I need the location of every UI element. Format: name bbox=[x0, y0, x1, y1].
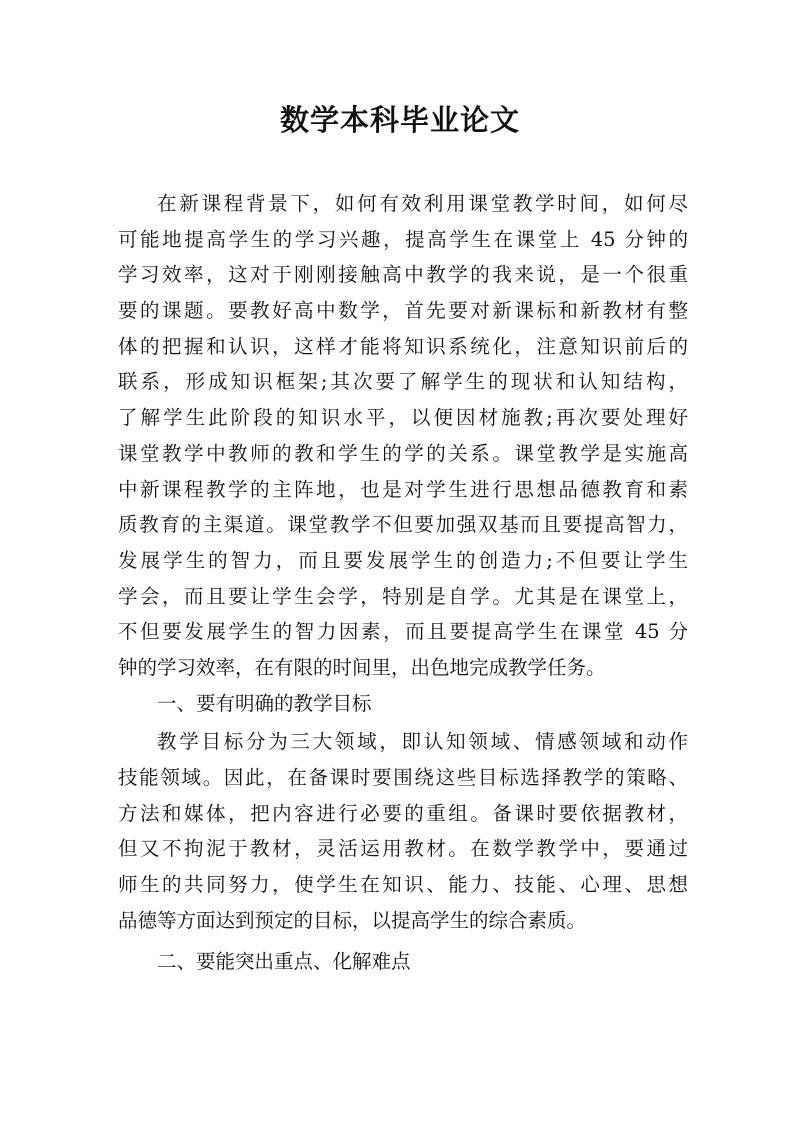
paragraph-line: 体的把握和认识，这样才能将知识系统化，注意知识前后的 bbox=[118, 334, 688, 358]
paragraph-line: 不但要发展学生的智力因素，而且要提高学生在课堂 45 分 bbox=[118, 620, 688, 644]
section-heading-1: 一、要有明确的教学目标 bbox=[157, 691, 372, 715]
paragraph-line: 课堂教学中教师的教和学生的学的关系。课堂教学是实施高 bbox=[118, 441, 688, 465]
paragraph-line: 学会，而且要让学生会学，特别是自学。尤其是在课堂上， bbox=[118, 584, 688, 608]
paragraph-intro bbox=[118, 186, 688, 686]
document-title: 数学本科毕业论文 bbox=[279, 103, 520, 137]
paragraph-line: 发展学生的智力，而且要发展学生的创造力;不但要让学生 bbox=[118, 548, 688, 572]
paragraph-line: 师生的共同努力，使学生在知识、能力、技能、心理、思想 bbox=[118, 873, 688, 897]
paragraph-line: 了解学生此阶段的知识水平，以便因材施教;再次要处理好 bbox=[118, 406, 688, 430]
section-heading-2: 二、要能突出重点、化解难点 bbox=[157, 950, 411, 974]
paragraph-line: 品德等方面达到预定的目标，以提高学生的综合素质。 bbox=[118, 908, 587, 932]
paragraph-line: 质教育的主渠道。课堂教学不但要加强双基而且要提高智力， bbox=[118, 513, 688, 537]
paragraph-line: 中新课程教学的主阵地，也是对学生进行思想品德教育和素 bbox=[118, 477, 688, 501]
paragraph-line: 技能领域。因此，在备课时要围绕这些目标选择教学的策略、 bbox=[118, 766, 688, 789]
paragraph-line: 可能地提高学生的学习兴趣，提高学生在课堂上 45 分钟的 bbox=[118, 227, 688, 251]
paragraph-line: 学习效率，这对于刚刚接触高中教学的我来说，是一个很重 bbox=[118, 263, 688, 287]
paragraph-objectives bbox=[118, 724, 688, 938]
paragraph-line: 联系，形成知识框架;其次要了解学生的现状和认知结构， bbox=[118, 370, 688, 394]
paragraph-line: 要的课题。要教好高中数学，首先要对新课标和新教材有整 bbox=[118, 299, 688, 323]
paragraph-line: 在新课程背景下，如何有效利用课堂教学时间，如何尽 bbox=[157, 192, 688, 215]
paragraph-line: 但又不拘泥于教材，灵活运用教材。在数学教学中，要通过 bbox=[118, 837, 688, 861]
paragraph-line: 钟的学习效率，在有限的时间里，出色地完成教学任务。 bbox=[118, 655, 606, 679]
document-body bbox=[118, 186, 688, 980]
paragraph-line: 方法和媒体，把内容进行必要的重组。备课时要依据教材， bbox=[118, 801, 688, 825]
paragraph-line: 教学目标分为三大领域，即认知领域、情感领域和动作 bbox=[157, 730, 688, 754]
